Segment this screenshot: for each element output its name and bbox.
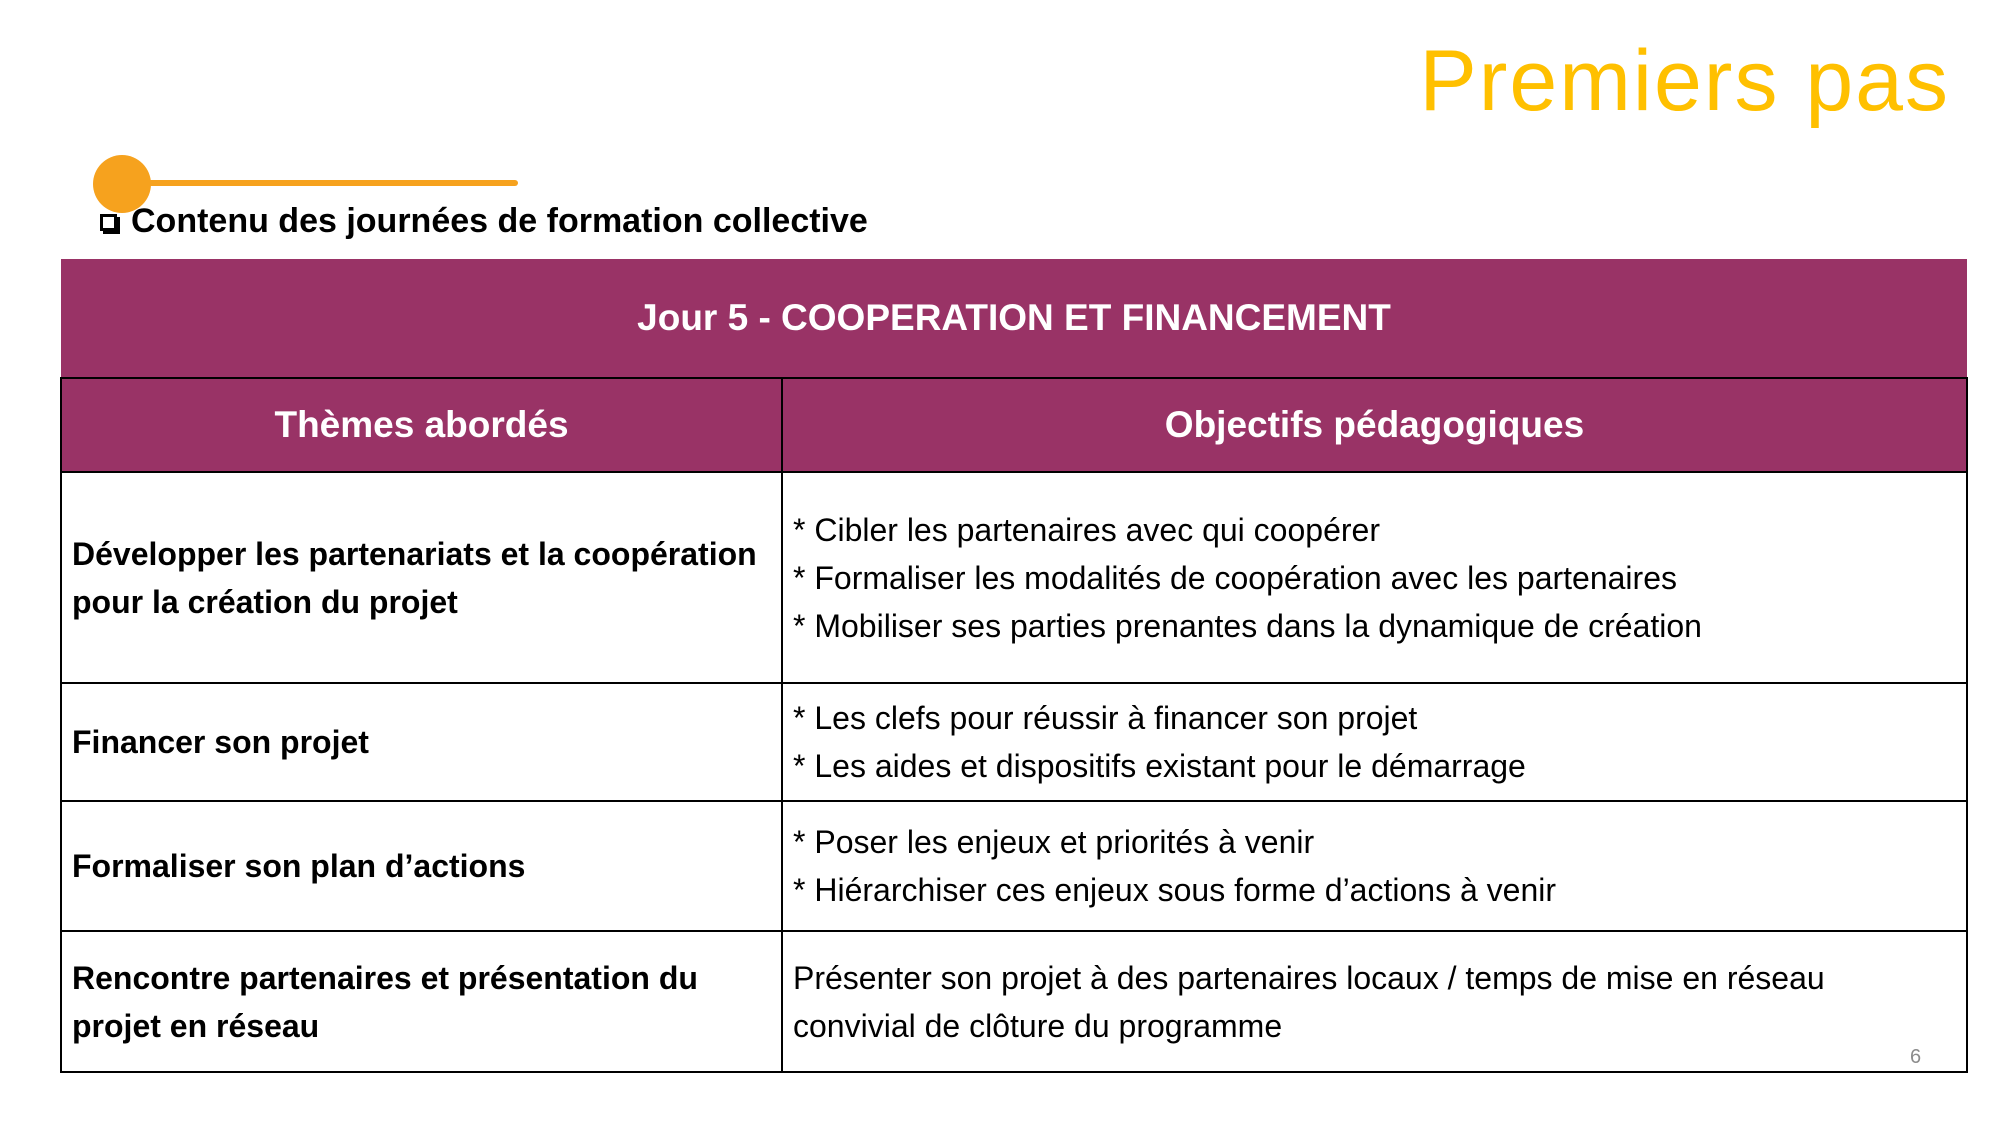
training-table-grid [60,259,1968,1073]
theme-cell: Rencontre partenaires et présentation du projet en réseau [61,931,782,1072]
objectives-cell [782,931,1967,1072]
objectives-cell [782,683,1967,801]
day-header-row [61,259,1967,378]
day-title: Jour 5 - COOPERATION ET FINANCEMENT [61,259,1967,378]
table-row [61,683,1967,801]
objective-item: * Formaliser les modalités de coopération avec les partenaires [793,559,1677,596]
checkbox-icon [100,214,117,231]
column-header-row [61,378,1967,472]
objective-item: Présenter son projet à des partenaires locaux / temps de mise en réseau convivial de clôture du programme [793,959,1825,1044]
theme-cell: Financer son projet [61,683,782,801]
objective-item: * Mobiliser ses parties prenantes dans la dynamique de création [793,607,1702,644]
objective-item: * Cibler les partenaires avec qui coopérer [793,511,1380,548]
slide-title: Premiers pas [1419,33,1950,129]
objective-item: * Les aides et dispositifs existant pour le démarrage [793,748,1526,784]
theme-cell: Formaliser son plan d’actions [61,801,782,931]
objectives-column-header: Objectifs pédagogiques [782,378,1967,472]
objectives-cell [782,472,1967,683]
table-row [61,801,1967,931]
objective-item: * Hiérarchiser ces enjeux sous forme d’actions à venir [793,872,1556,908]
themes-column-header: Thèmes abordés [61,378,782,472]
decorative-line [122,180,518,186]
objectives-cell [782,801,1967,931]
table-row [61,931,1967,1072]
objective-item: * Poser les enjeux et priorités à venir [793,824,1315,860]
objective-item: * Les clefs pour réussir à financer son projet [793,700,1418,736]
page-number: 6 [1910,1046,1922,1068]
theme-cell: Développer les partenariats et la coopération pour la création du projet [61,472,782,683]
section-heading-text: Contenu des journées de formation collective [131,201,868,240]
training-table [60,259,1966,1073]
section-heading [100,200,868,242]
table-row [61,472,1967,683]
